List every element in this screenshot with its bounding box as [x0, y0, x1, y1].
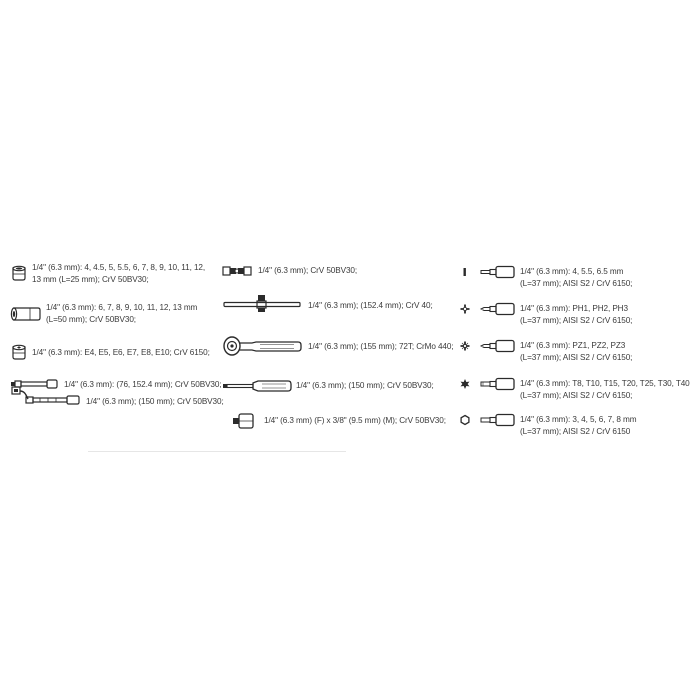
spec-short-sockets [10, 262, 205, 285]
ratchet-icon [222, 334, 302, 358]
spec-slotted-bits [460, 266, 632, 289]
spec-line: 1/4" (6.3 mm); (152.4 mm); CrV 40; [308, 301, 433, 310]
spec-line: 1/4" (6.3 mm): T8, T10, T15, T20, T25, T30, T40 [520, 379, 690, 388]
slotted-bit-socket-icon [480, 265, 516, 279]
spec-line: 1/4" (6.3 mm): 3, 4, 5, 6, 7, 8 mm [520, 415, 637, 424]
spec-phillips-bits [460, 303, 632, 326]
spec-line: (L=50 mm); CrV 50BV30; [46, 314, 136, 324]
hex-tip-icon [460, 414, 470, 426]
spec-torx-bits [460, 378, 690, 401]
spec-line: 1/4" (6.3 mm); (150 mm); CrV 50BV30; [296, 381, 434, 390]
spec-line: 13 mm (L=25 mm); CrV 50BV30; [32, 274, 149, 284]
pozidriv-tip-icon [460, 340, 470, 352]
spec-hex-bits [460, 414, 636, 437]
spinner-handle-icon [222, 379, 292, 393]
spec-universal-joint [222, 264, 357, 278]
spec-line: 1/4" (6.3 mm): PH1, PH2, PH3 [520, 304, 628, 313]
spec-pozidriv-bits [460, 340, 632, 363]
t-bar-handle-icon [222, 294, 302, 316]
spec-spinner-handle [222, 379, 434, 393]
divider-line [88, 451, 346, 452]
spec-line: (L=37 mm); AISI S2 / CrV 6150 [520, 426, 631, 436]
spec-line: 1/4" (6.3 mm) (F) x 3/8" (9.5 mm) (M); CrV 50BV30; [264, 416, 446, 425]
spec-line: 1/4" (6.3 mm); CrV 50BV30; [258, 266, 358, 275]
adapter-icon [232, 411, 256, 431]
spec-adapter [232, 411, 446, 431]
spec-line: (L=37 mm); AISI S2 / CrV 6150; [520, 315, 633, 325]
flexible-extension-icon [10, 383, 82, 413]
universal-joint-icon [222, 264, 252, 278]
hex-bit-socket-icon [480, 413, 516, 427]
spec-flexible-extension [10, 383, 224, 413]
phillips-bit-socket-icon [480, 302, 516, 316]
spec-line: 1/4" (6.3 mm): E4, E5, E6, E7, E8, E10; CrV 6150; [32, 348, 210, 357]
short-socket-icon [10, 264, 28, 282]
torx-bit-socket-icon [480, 377, 516, 391]
e-torx-socket-icon [10, 343, 28, 361]
spec-line: 1/4" (6.3 mm): (76, 152.4 mm); CrV 50BV30; [64, 380, 222, 389]
deep-socket-icon [10, 305, 42, 323]
spec-line: 1/4" (6.3 mm): 4, 4.5, 5, 5.5, 6, 7, 8, 9, 10, 11, 12, [32, 263, 206, 272]
spec-line: 1/4" (6.3 mm); (155 mm); 72T; CrMo 440; [308, 342, 454, 351]
spec-line: (L=37 mm); AISI S2 / CrV 6150; [520, 352, 633, 362]
spec-line: 1/4" (6.3 mm): 4, 5.5, 6.5 mm [520, 267, 624, 276]
phillips-tip-icon [460, 303, 470, 315]
spec-e-torx-sockets [10, 343, 210, 361]
spec-t-bar [222, 294, 433, 316]
spec-deep-sockets [10, 302, 197, 325]
spec-line: (L=37 mm); AISI S2 / CrV 6150; [520, 278, 633, 288]
pozidriv-bit-socket-icon [480, 339, 516, 353]
flat-tip-icon [460, 266, 470, 278]
spec-ratchet [222, 334, 454, 358]
spec-line: 1/4" (6.3 mm): 6, 7, 8, 9, 10, 11, 12, 13 mm [46, 303, 198, 312]
spec-line: 1/4" (6.3 mm); (150 mm); CrV 50BV30; [86, 397, 224, 406]
spec-line: 1/4" (6.3 mm): PZ1, PZ2, PZ3 [520, 341, 626, 350]
torx-tip-icon [460, 378, 470, 390]
spec-line: (L=37 mm); AISI S2 / CrV 6150; [520, 390, 633, 400]
